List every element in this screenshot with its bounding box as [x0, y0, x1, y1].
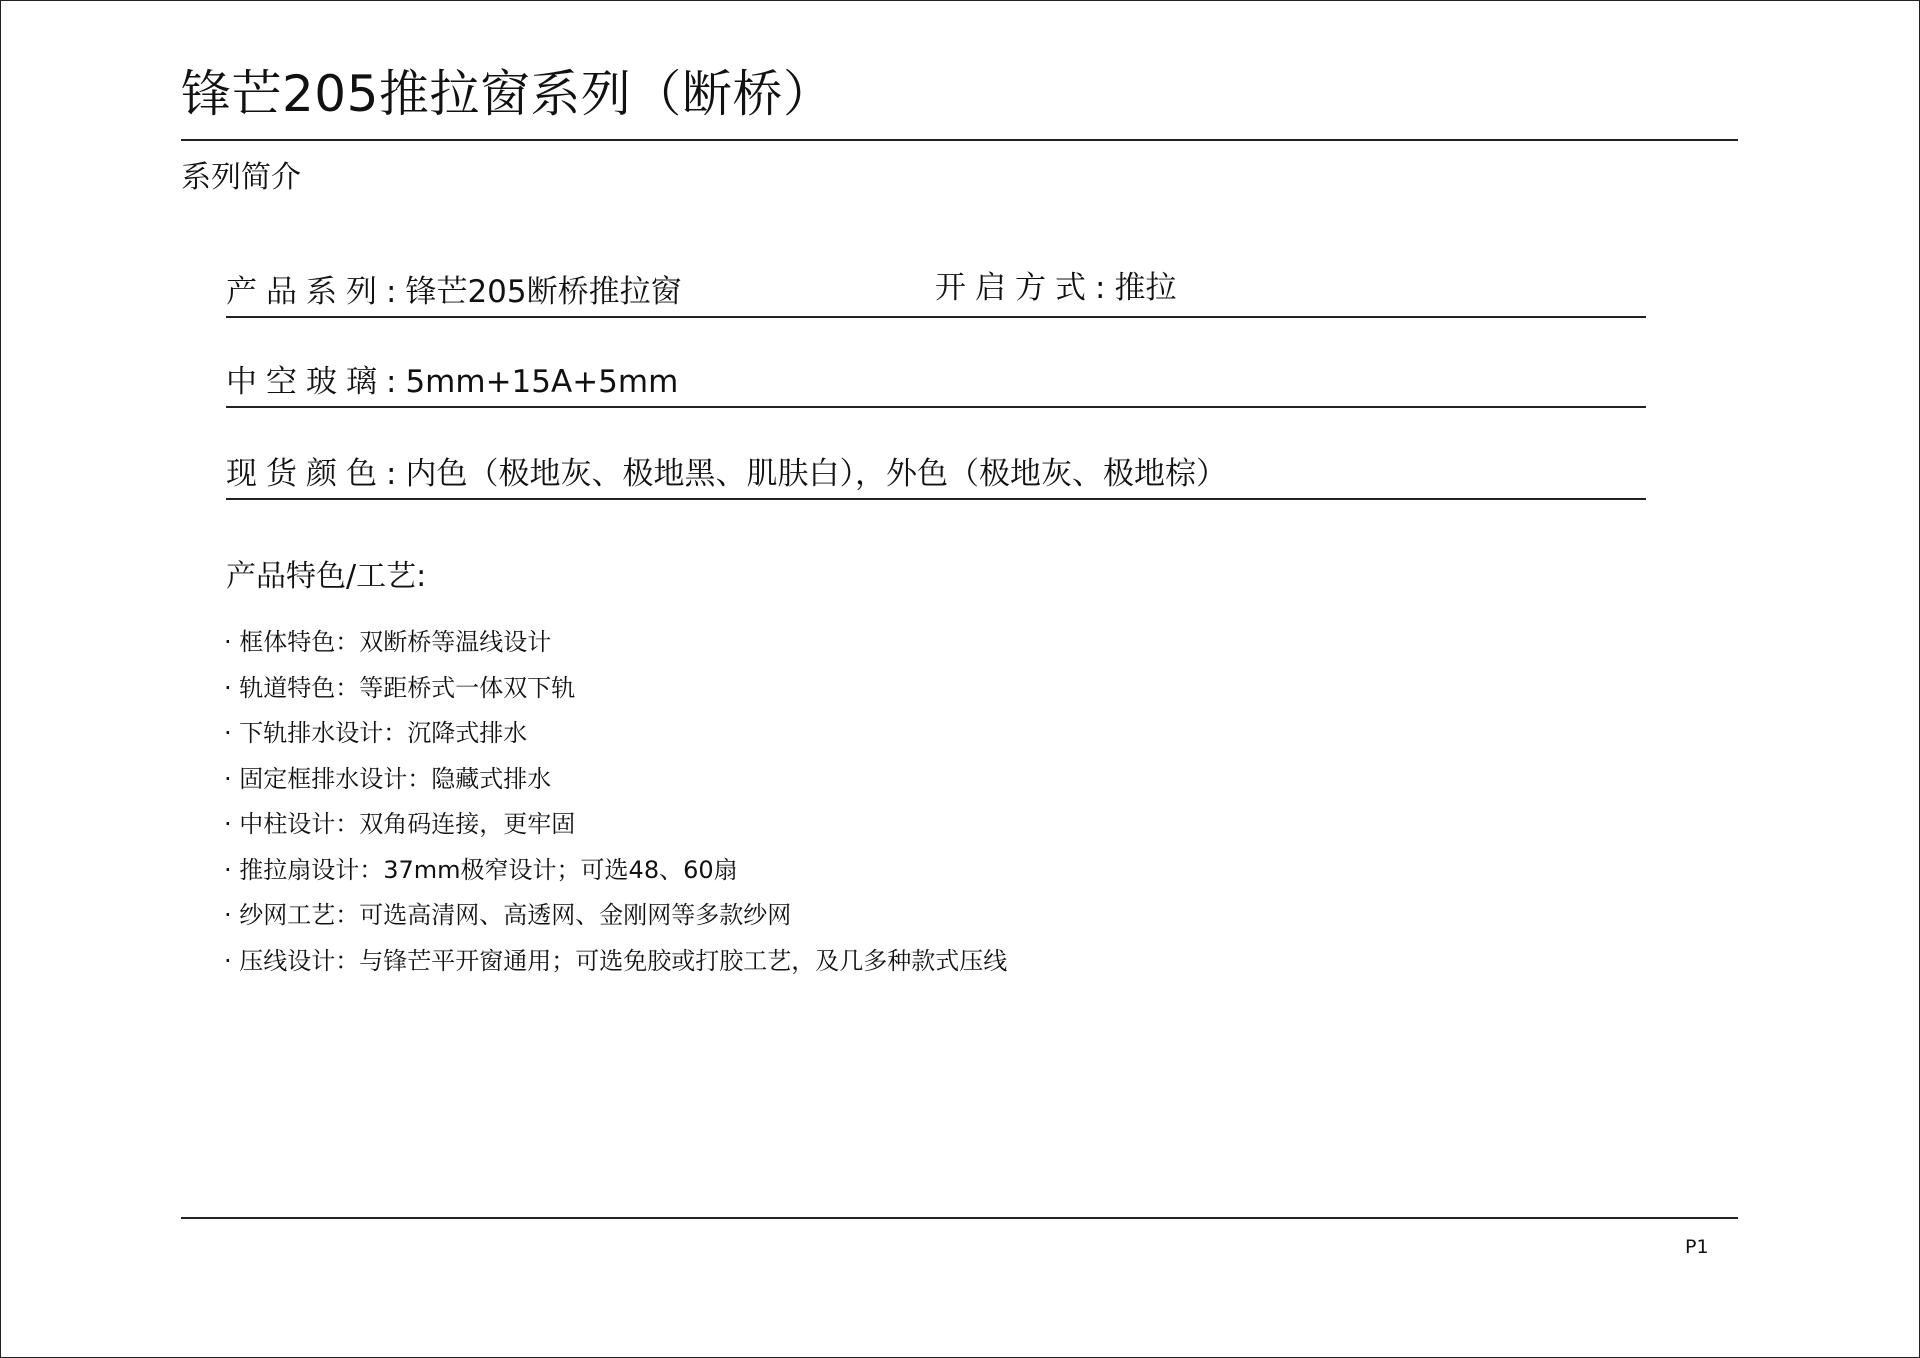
- footer-divider: [181, 1217, 1738, 1219]
- spec-color-value: 内色（极地灰、极地黑、肌肤白），外色（极地灰、极地棕）: [405, 456, 1227, 492]
- page-number: P1: [1685, 1236, 1709, 1258]
- spec-color: [226, 454, 1227, 494]
- feature-item: · 下轨排水设计：沉降式排水: [224, 719, 528, 747]
- title-divider: [181, 139, 1738, 141]
- spec-opening-value: 推拉: [1114, 270, 1177, 306]
- feature-item: · 固定框排水设计：隐藏式排水: [224, 764, 552, 793]
- page-title: 锋芒205推拉窗系列（断桥）: [181, 65, 834, 123]
- feature-item: · 框体特色：双断桥等温线设计: [224, 628, 552, 656]
- spec-glass: [226, 362, 678, 402]
- features-heading: 产品特色/工艺:: [226, 559, 427, 594]
- feature-item: · 中柱设计：双角码连接，更牢固: [224, 810, 576, 838]
- spec-product-series: [226, 272, 682, 312]
- spec-row-color: [226, 442, 1646, 500]
- feature-item: · 压线设计：与锋芒平开窗通用；可选免胶或打胶工艺，及几多种款式压线: [224, 946, 1008, 975]
- feature-item: · 轨道特色：等距桥式一体双下轨: [224, 673, 576, 702]
- spec-product-series-value: 锋芒205断桥推拉窗: [405, 274, 682, 310]
- spec-row-series: [226, 260, 1646, 318]
- spec-glass-label: 中空玻璃:: [226, 364, 406, 400]
- spec-color-label: 现货颜色:: [226, 456, 406, 492]
- feature-list: [224, 623, 1007, 987]
- spec-product-series-label: 产品系列:: [226, 274, 406, 310]
- feature-item: · 纱网工艺：可选高清网、高透网、金刚网等多款纱网: [224, 901, 792, 929]
- spec-opening-label: 开启方式:: [935, 270, 1115, 306]
- spec-row-glass: [226, 350, 1646, 408]
- section-title: 系列简介: [181, 160, 301, 195]
- feature-item: · 推拉扇设计：37mm极窄设计；可选48、60扇: [224, 855, 738, 884]
- spec-opening: [935, 268, 1176, 308]
- spec-glass-value: 5mm+15A+5mm: [405, 364, 679, 400]
